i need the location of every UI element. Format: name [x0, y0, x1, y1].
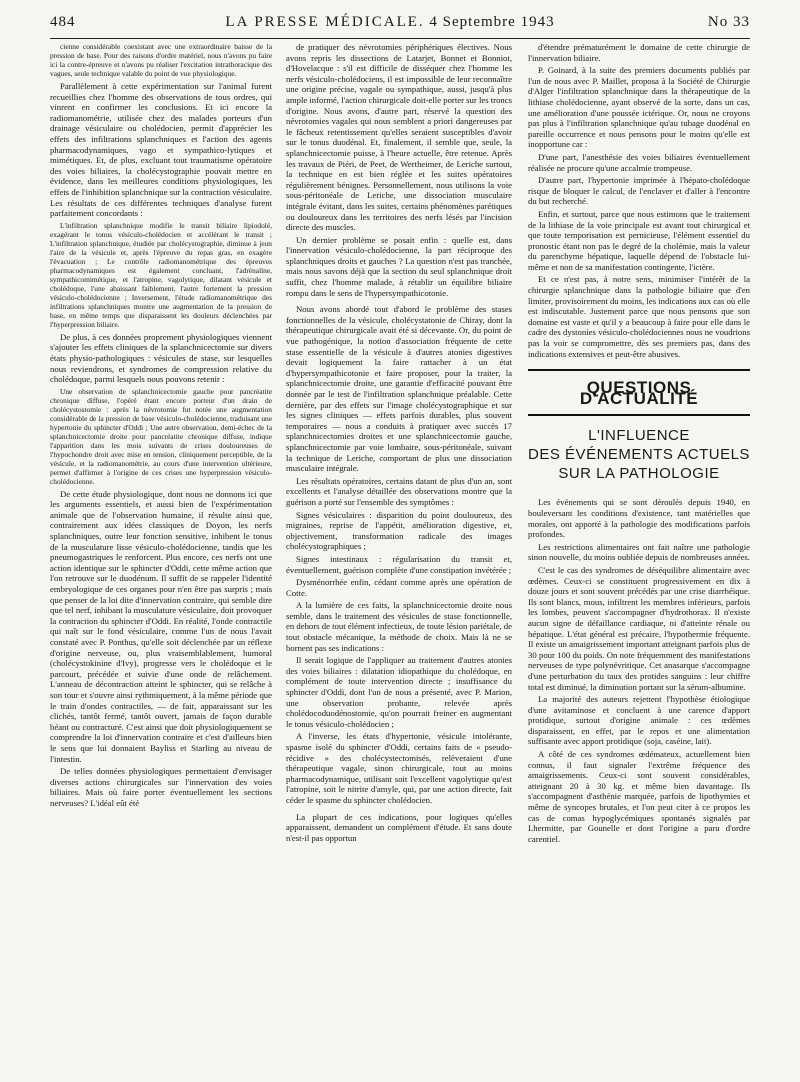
- column-2: [286, 42, 512, 1074]
- paragraph: De plus, à ces données proprement physiologiques viennent s'ajouter les effets cliniques de la splanchnicectomie sur divers états physio-pathologiques : vésicules de stase, sur lesquelles nous reviendrons, et syndromes de compression relative du cholédoque, parmi lesquels nous pouvons retenir :: [50, 331, 272, 385]
- paragraph: Enfin, et surtout, parce que nous estimons que le traitement de la lithiase de la voie principale est avant tout chirurgical et que toute temporisation est pernicieuse, l'élément essentiel du pronostic étant non pas le degré de la cholémie, mais la valeur du parenchyme hépatique, laquelle dépend de l'obstacle lui-même et non de sa manifestation contingente, l'ictère.: [528, 208, 750, 272]
- paragraph: Les résultats opératoires, certains datant de plus d'un an, sont excellents et l'analyse détaillée des observations montre que la guérison a porté sur l'ensemble des symptômes :: [286, 475, 512, 507]
- page-header: [50, 14, 750, 36]
- section-title: QUESTIONS D'ACTUALITÉ: [528, 369, 750, 416]
- paragraph: D'une part, l'anesthésie des voies biliaires éventuellement réalisée ne procure qu'une accalmie trompeuse.: [528, 151, 750, 173]
- paragraph: De telles données physiologiques permettaient d'envisager diverses actions chirurgicales sur l'innervation des voies biliaires. Mais où faire porter éventuellement les sections nerveuses? L'idéal eût été: [50, 766, 272, 808]
- article-body: [528, 497, 750, 844]
- paragraph: La majorité des auteurs rejettent l'hypothèse étiologique d'une avitaminose et concluent à une carence d'apport protidique, surtout d'origine animale : ces œdèmes disparaissent, en effet, par le repos et une alimentation suffisante avec apport protidique (soja, caséine, lait).: [528, 694, 750, 747]
- article-title-line: DES ÉVÉNEMENTS ACTUELS: [528, 446, 750, 464]
- paragraph: Un dernier problème se posait enfin : quelle est, dans l'innervation vésiculo-cholédocienne, la part réciproque des splanchniques droits et gauches ? La question n'est pas tranchée, mais nous savons déjà que la section du seul splanchnique droit suffit, chez l'homme malade, à rétablir un équilibre biliaire rompu dans le sens de l'hypersympathicotonie.: [286, 234, 512, 298]
- paragraph: Nous avons abordé tout d'abord le problème des stases fonctionnelles de la vésicule, cholécystatonie de Chiray, dont la thérapeutique chirurgicale avait été si décevante. Or, du point de vue pathogénique, la notion d'association fréquente de cette stase essentielle de la vésicule à d'autres atonies digestives devait logiquement la faire rattacher à un état d'hypersympathicotonie et faire proposer, pour la traiter, la splanchnicectomie droite, une garantie d'efficacité pouvant être donnée par le test de l'infiltration splanchnique préalable. Cette dernière, par des effets sur l'image cholécystographique et sur les signes cliniques — effets parfois durables, plus souvent temporaires — nous a conduits à pratiquer avec succès 17 splanchnicectomies droites et une splanchnicectomie gauche, splanchnicectomie par voie lombaire, sous-péritonéale, suivant la technique de Leriche, comportant de plus une dissociation musculaire intégrale.: [286, 304, 512, 474]
- paragraph: Dysménorrhée enfin, cédant comme après une opération de Cotte.: [286, 577, 512, 598]
- paragraph: Signes intestinaux : régularisation du transit et, éventuellement, guérison complète d'une constipation invétérée ;: [286, 553, 512, 575]
- paragraph: A la lumière de ces faits, la splanchnicectomie droite nous semble, dans le traitement des vésicules de stase fonctionnelle, en dehors de tout élément infectieux, de toute lésion pariétale, de tout obstacle mécanique, la méthode de choix. Mais là ne se bornent pas ses indications :: [286, 600, 512, 653]
- paragraph: De cette étude physiologique, dont nous ne donnons ici que les arguments essentiels, et aussi bien de l'expérimentation animale que de l'observation humaine, il résulte ainsi que, contrairement aux idées classiques de Doyon, les nerfs splanchniques, outre leur fonction sensitive, inhibent le tonus de la musculature lisse vésiculo-cholédocienne, tandis que les pneumogastriques le renforcent. Plus encore, ces nerfs ont une action identique sur le sphincter d'Oddi, cette même action que l'on retrouve sur le duodénum. Il suffit de se rappeler l'identité embryologique de ces organes pour n'en être pas surpris ; mais que penser de la loi dite d'innervation contraire, qui semble dire que tel nerf, inhibant la musculature vésiculaire, doit provoquer la contraction du sphincter d'Oddi. En réalité, l'onde contractile qui naît sur le fond vésiculaire, comme l'un de nous l'avait constaté avec P. Ponthus, qu'elle soit déclenchée par un réflexe d'origine nerveuse, ou, plus vraisemblablement, humoral (cholécystokinine d'Ivy), progresse vers le cholédoque et le parcourt, précédée et suivie d'une onde de relâchement. L'anneau de décontraction atteint le sphincter, qui se relâche à son tour et s'ouvre ainsi rythmiquement, à la même période que le train d'ondes contractiles, — de fait, apparaissant sur les clichés, tantôt fermé, tantôt ouvert, jamais de façon durable béant ou contracturé. C'est ainsi que doit physiologiquement se comprendre la loi d'innervation contraire et c'est d'ailleurs bien le sens que lui donnaient Bayliss et Starling au niveau de l'intestin.: [50, 488, 272, 764]
- journal-name: LA PRESSE MÉDICALE.: [225, 14, 425, 30]
- paragraph: La plupart de ces indications, pour logiques qu'elles apparaissent, demandent un complément d'étude. Et sans doute n'est-il pas opportun: [286, 811, 512, 843]
- paragraph: Et ce n'est pas, à notre sens, minimiser l'intérêt de la chirurgie splanchnique dans la pathologie biliaire que d'en limiter, provisoirement du moins, les indications aux cas où elle est indiscutable. Justement parce que nous pensons que son domaine est vaste et qu'il y a beaucoup à faire pour elle dans le cadre des dystonies vésiculo-cholédociennes nous ne voudrions pas la voir se compromettre, dès ses premiers pas, dans des indications extensives et peut-être abusives.: [528, 274, 750, 359]
- column-3: [528, 42, 750, 1074]
- paragraph: A côté de ces syndromes œdémateux, actuellement bien connus, il faut signaler l'extrême fréquence des amaigrissements. Ceux-ci sont souvent considérables, atteignant 20 à 30 kg. et même bien davantage. Ils s'accompagnent d'asthénie marquée, parfois de lipothymies et même de syncopes brutales, et l'on peut citer à ce propos les cas de comas hypoglycémiques spontanés signalés par Lhermitte, par Gounelle et dont l'origine a paru d'ordre carentiel.: [528, 749, 750, 844]
- issue-number: No 33: [707, 14, 750, 30]
- paragraph: P. Goinard, à la suite des premiers documents publiés par l'un de nous avec P. Maillet, proposa à la Société de Chirurgie d'Alger l'infiltration splanchnique dans la thérapeutique de la lithiase cholédocienne, ayant observé de la sorte, dans un cas, une amélioration d'une poussée ictérique. Or, nous ne croyons pas plus à l'infiltration splanchnique qu'au tubage duodénal en pareille occurrence et nous pensons pour le moins qu'elle est inopportune car :: [528, 65, 750, 150]
- paragraph: Il serait logique de l'appliquer au traitement d'autres atonies des voies biliaires : dilatation idiopathique du cholédoque, en complément de toute intervention directe ; insuffisance du sphincter d'Oddi, dont l'un de nous a présenté, avec P. Marion, une observation probante, relevée après cholédocoduodénostomie, qu'on pourrait freiner en augmentant le tonus vésiculo-cholédocien ;: [286, 655, 512, 729]
- article-title-line: SUR LA PATHOLOGIE: [558, 465, 720, 483]
- article-title: [528, 426, 750, 483]
- issue-date: 4 Septembre 1943: [429, 14, 555, 30]
- paragraph: d'étendre prématurément le domaine de cette chirurgie de l'innervation biliaire.: [528, 42, 750, 63]
- running-title: [110, 14, 670, 31]
- paragraph: L'infiltration splanchnique modifie le transit biliaire lipiodolé, exagérant le tonus vésiculo-cholédocien et accélérant le transit ; L'infiltration splanchnique, étudiée par cholécystographie, diminue à jeun l'aire de la vésicule et, après l'épreuve du repas gras, en exagère l'évacuation ; Le contrôle radiomanométrique des épreuves pharmacodynamiques est également concluant, l'adrénaline, sympathicomimétique, et l'atropine, vagolytique, dilatant vésicule et cholédoque, l'une abaissant faiblement, l'autre fortement la pression vésiculo-cholédocienne ; Inversement, l'étude radiomanométrique des infiltrations splanchniques montre une augmentation de la pression de base, en même temps que disparaissent les douleurs déclenchées par l'hyperpression biliaire.: [50, 220, 272, 329]
- header-rule: [50, 38, 750, 39]
- column-1: [50, 42, 272, 1074]
- column-3-continuation: [528, 42, 750, 359]
- paragraph: Les restrictions alimentaires ont fait naître une pathologie sinon nouvelle, du moins oubliée depuis de nombreuses années.: [528, 541, 750, 563]
- paragraph: Parallèlement à cette expérimentation sur l'animal furent recueillies chez l'homme des observations de tous ordres, qui vinrent en confirmer les conclusions. Et ici encore la radiomanométrie, utilisée chez des malades porteurs d'un drainage vésiculaire ou cholédocien, permit d'apprécier les effets des infiltrations splanchniques et l'action des agents pharmacodynamiques, vago et sympathico-lytiques et mimétiques. Et, de plus, excluant tout traumatisme opératoire des voies biliaires, la cholécystographie pouvait mettre en évidence, dans les meilleures conditions physiologiques, les effets de l'inhibition splanchnique sur la contraction vésiculaire. Les résultats de ces différentes techniques d'analyse furent parfaitement concordants :: [50, 81, 272, 219]
- paragraph: de pratiquer des névrotomies périphériques électives. Nous avons repris les dissections de Latarjet, Bonnet et Bonniot, d'Hovelacque : s'il est difficile de disséquer chez l'homme les nerfs vésiculo-cholédociens, il est impossible de leur reconnaître une origine précise, vagale ou sympathique, aussi, jusqu'à plus ample informé, l'action chirurgicale doit-elle porter sur les troncs d'origine. Nous avons, d'autre part, réservé la question des névrotomies vagales qui nous semblent a priori dangereuses par le fâcheux retentissement qu'elles seraient susceptibles d'avoir sur le tonus duodénal. Et, finalement, il semble que, seule, la splanchnicectomie puisse, à l'heure actuelle, être retenue. Après les travaux de Piéri, de Peet, de Wertheimer, de Leriche surtout, la technique en est bien réglée et les suites opératoires régulièrement bénignes. Personnellement, nous utilisons la voie sous-péritonéale de Leriche, une dissociation musculaire intégrale évitant, dans les suites, certains phénomènes parétiques ou douloureux dans les territoires des nerfs lésés par l'incision directe des muscles.: [286, 42, 512, 233]
- paragraph: cienne considérable coexistant avec une extraordinaire baisse de la pression de base. Pour des raisons d'ordre matériel, nous n'avons pu faire ici la contre-épreuve et n'avons pu réaliser l'excitation intrathoracique des vagues, seule technique valable du point de vue physiologique.: [50, 42, 272, 78]
- paragraph: Signes vésiculaires : disparition du point douloureux, des migraines, reprise de l'appétit, amélioration digestive, et, objectivement, transformation radicale des images cholécystographiques ;: [286, 509, 512, 552]
- article-title-line: L'INFLUENCE: [588, 427, 690, 445]
- paragraph: Les événements qui se sont déroulés depuis 1940, en bouleversant les conditions d'existence, tant matérielles que morales, ont apporté à la pathologie des modifications parfois profondes.: [528, 497, 750, 540]
- page-number: 484: [50, 14, 76, 30]
- paragraph: D'autre part, l'hypertonie imprimée à l'hépato-cholédoque risque de bloquer le calcul, de l'enclaver et d'aller à l'encontre du but recherché.: [528, 175, 750, 207]
- paragraph: Une observation de splanchnicectomie gauche pour pancréatite chronique diffuse, l'opéré étant encore porteur d'un drain de cholécystostomie : après la névrotomie fut notée une augmentation considérable de la pression de base vésiculo-cholédocienne, traduisant une hypertonie du sphincter d'Oddi ; Une autre observation, demi-échec de la splanchnicectomie droite pour pancréatite chronique diffuse, indique l'apparition dans les mois suivants de crises douloureuses de l'hypochondre droit avec mise en tension, cliniquement perceptible, de la vésicule, et la radiomanométrie, au cours d'une intervention ultérieure, permet d'affirmer à l'origine de ces crises une hyperpression vésiculo-cholédocienne.: [50, 386, 272, 486]
- paragraph: C'est le cas des syndromes de déséquilibre alimentaire avec œdèmes. Ceux-ci se constituent progressivement en dix à douze jours et sont souvent précédés par une crise diarrhéique. Ils sont blancs, mous, infiltrent les membres inférieurs, parfois les lombes, peuvent s'accompagner d'hydrothorax. Il n'existe aucun signe de défaillance cardiaque, ni d'atteinte rénale ou hépatique. L'état général est précaire, l'hypothermie fréquente. Il existe un amaigrissement important atteignant parfois plus de 30 pour 100 du poids. On note fréquemment des manifestations nerveuses de type polynévritique. Cet anasarque s'accompagne d'une perturbation du taux des protides sanguins : leur chiffre total est diminué, la diminution portant sur la sérum-albumine.: [528, 564, 750, 692]
- paragraph: A l'inverse, les états d'hypertonie, vésicule intolérante, spasme isolé du sphincter d'Oddi, certains faits de « pseudo-récidive » des cholécystectomisés, relèveraient d'une thérapeutique vagale, sinon chirurgicale, tout au moins pharmacodynamique, utilisant soit l'excellent vagolytique qu'est l'atropine, soit le nitrite d'amyle, qui, par une action directe, fait céder le spasme du sphincter cholédocien.: [286, 731, 512, 805]
